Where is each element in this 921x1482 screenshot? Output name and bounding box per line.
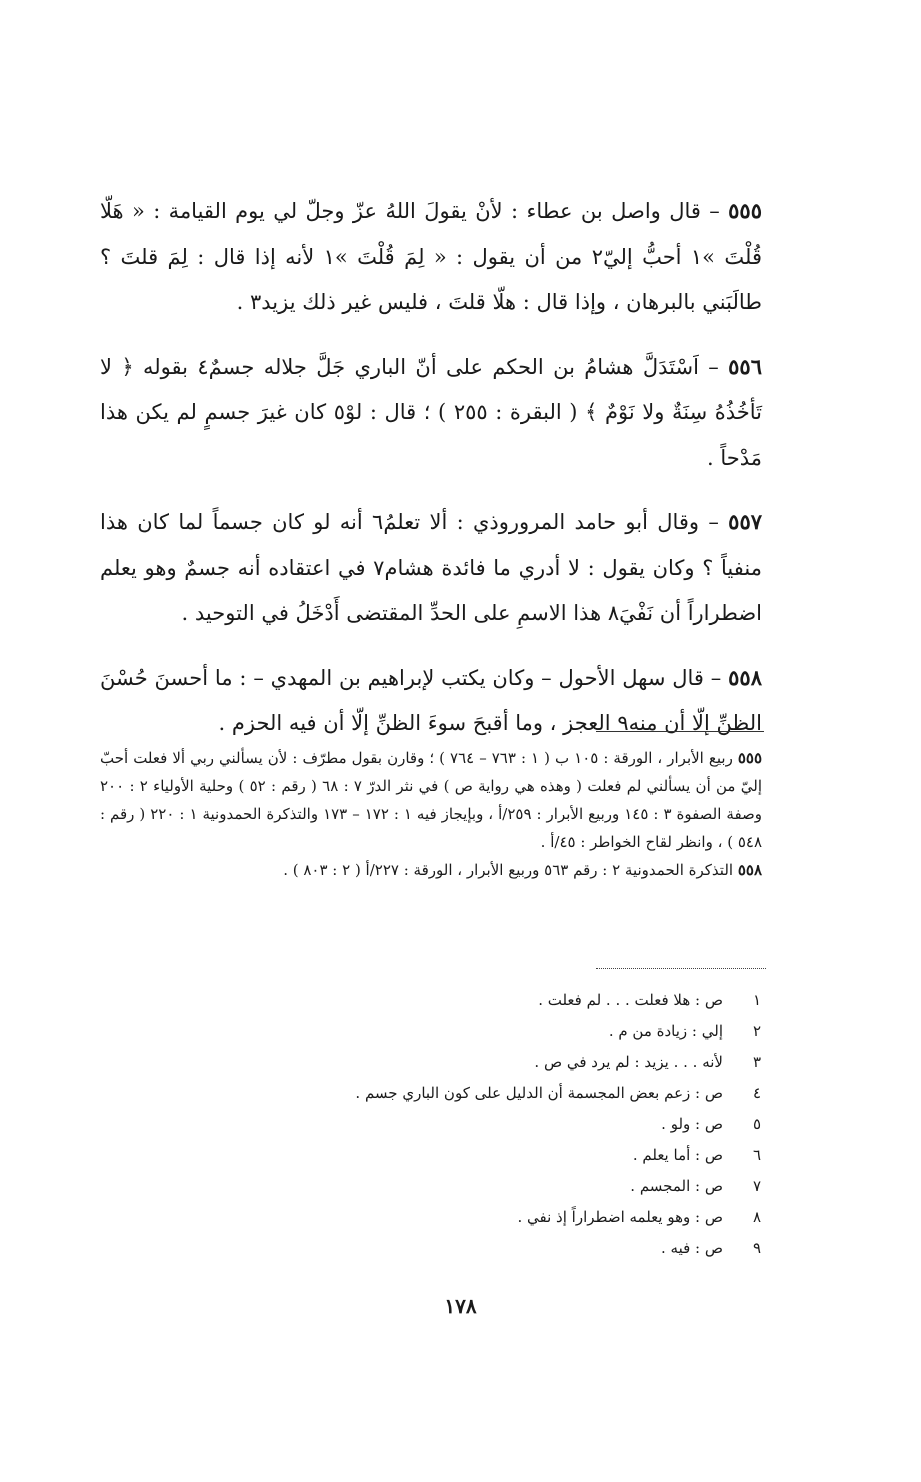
paragraph-557 — [100, 499, 762, 637]
source-note-555 — [100, 744, 762, 856]
notes-divider — [596, 968, 766, 969]
footnote-divider — [596, 731, 764, 732]
main-text — [100, 188, 762, 765]
source-note-558 — [100, 856, 762, 884]
note-number: ٥ — [752, 1115, 761, 1133]
note-text: إلي : زيادة من م . — [608, 1022, 723, 1040]
note-item — [101, 1202, 761, 1233]
variant-notes — [101, 985, 761, 1264]
note-text: لأنه . . . يزيد : لم يرد في ص . — [534, 1053, 723, 1071]
source-text: ربيع الأبرار ، الورقة : ١٠٥ ب ( ١ : ٧٦٣ – ٧٦٤ ) ؛ وقارن بقول مطرّف : لأن يسألني ربي ألا فعلت أحبّ إليّ من أن يسألني لم فعلت ( وهذه هي رواية ص ) في نثر الدرّ ٧ : ٦٨ ( رقم : ٥٢ ) وحلية الأولياء ٢ : ٢٠٠ وصفة الصفوة ٣ : ١٤٥ وربيع الأبرار : ٢٥٩/أ ، وبإيجاز فيه ١ : ١٧٢ – ١٧٣ والتذكرة الحمدونية ١ : ٢٢٠ ( رقم : ٥٤٨ ) ، وانظر لقاح الخواطر : ٤٥/أ . — [100, 749, 763, 851]
note-number: ٦ — [752, 1146, 761, 1164]
paragraph-558 — [100, 655, 762, 747]
source-footnotes — [100, 744, 762, 884]
note-number: ٩ — [752, 1239, 761, 1257]
note-number: ٨ — [752, 1208, 761, 1226]
note-item — [101, 1078, 761, 1109]
note-item — [101, 985, 761, 1016]
note-text: ص : ولو . — [661, 1115, 723, 1133]
paragraph-text: – اَسْتَدَلَّ هشامُ بن الحكم على أنّ الباري جَلَّ جلاله جسمٌ٤ بقوله ﴿ لا تَأخُذُهُ سِنَةٌ ولا نَوْمٌ ﴾ ( البقرة : ٢٥٥ ) ؛ قال : لوْ٥ كان غيرَ جسمٍ لم يكن هذا مَدْحاً . — [100, 354, 763, 470]
source-number: ٥٥٨ — [737, 861, 762, 879]
note-item — [101, 1140, 761, 1171]
note-item — [101, 1171, 761, 1202]
paragraph-556 — [100, 344, 762, 482]
paragraph-number: ٥٥٨ — [728, 664, 762, 690]
note-text: ص : فيه . — [661, 1239, 723, 1257]
paragraph-text: – قال سهل الأحول – وكان يكتب لإبراهيم بن المهدي – : ما أحسنَ حُسْنَ الظنِّ إلّا أن منه٩ العجز ، وما أقبحَ سوءَ الظنِّ إلّا أن فيه الحزم . — [100, 665, 762, 735]
paragraph-text: – قال واصل بن عطاء : لأنْ يقولَ اللهُ عزّ وجلّ لي يوم القيامة : « هَلّا قُلْتَ »١ أحبُّ إليّ٢ من أن يقول : « لِمَ قُلْتَ »١ لأنه إذا قال : لِمَ قلتَ ؟ طالَبَني بالبرهان ، وإذا قال : هلّا قلتَ ، فليس غير ذلك يزيد٣ . — [100, 199, 763, 314]
note-number: ٣ — [752, 1053, 761, 1071]
source-number: ٥٥٥ — [737, 749, 763, 767]
note-item — [101, 1109, 761, 1140]
paragraph-number: ٥٥٥ — [728, 198, 762, 223]
note-text: ص : هلا فعلت . . . لم فعلت . — [538, 991, 723, 1009]
paragraph-number: ٥٥٦ — [728, 353, 762, 379]
note-number: ١ — [752, 991, 761, 1009]
page-number: ١٧٨ — [444, 1294, 477, 1318]
note-text: ص : أما يعلم . — [632, 1146, 723, 1164]
note-item — [101, 1016, 761, 1047]
note-number: ٤ — [752, 1084, 761, 1102]
source-text: التذكرة الحمدونية ٢ : رقم ٥٦٣ وربيع الأبرار ، الورقة : ٢٢٧/أ ( ٢ : ٨٠٣ ) . — [283, 861, 738, 879]
paragraph-555 — [100, 188, 762, 326]
paragraph-number: ٥٥٧ — [728, 509, 763, 534]
note-text: ص : وهو يعلمه اضطراراً إذ نفي . — [517, 1208, 723, 1226]
note-number: ٧ — [752, 1177, 761, 1195]
note-text: ص : زعم بعض المجسمة أن الدليل على كون الباري جسم . — [355, 1084, 723, 1102]
note-text: ص : المجسم . — [630, 1177, 723, 1195]
note-item — [101, 1233, 761, 1264]
note-item — [101, 1047, 761, 1078]
note-number: ٢ — [752, 1022, 761, 1040]
paragraph-text: – وقال أبو حامد المروروذي : ألا تعلمُ٦ أنه لو كان جسماً لما كان هذا منفياً ؟ وكان يقول : لا أدري ما فائدة هشام٧ في اعتقاده أنه جسمٌ وهو يعلم اضطراراً أن نَفْيَ٨ هذا الاسمِ على الحدِّ المقتضى أَدْخَلُ في التوحيد . — [100, 510, 762, 625]
